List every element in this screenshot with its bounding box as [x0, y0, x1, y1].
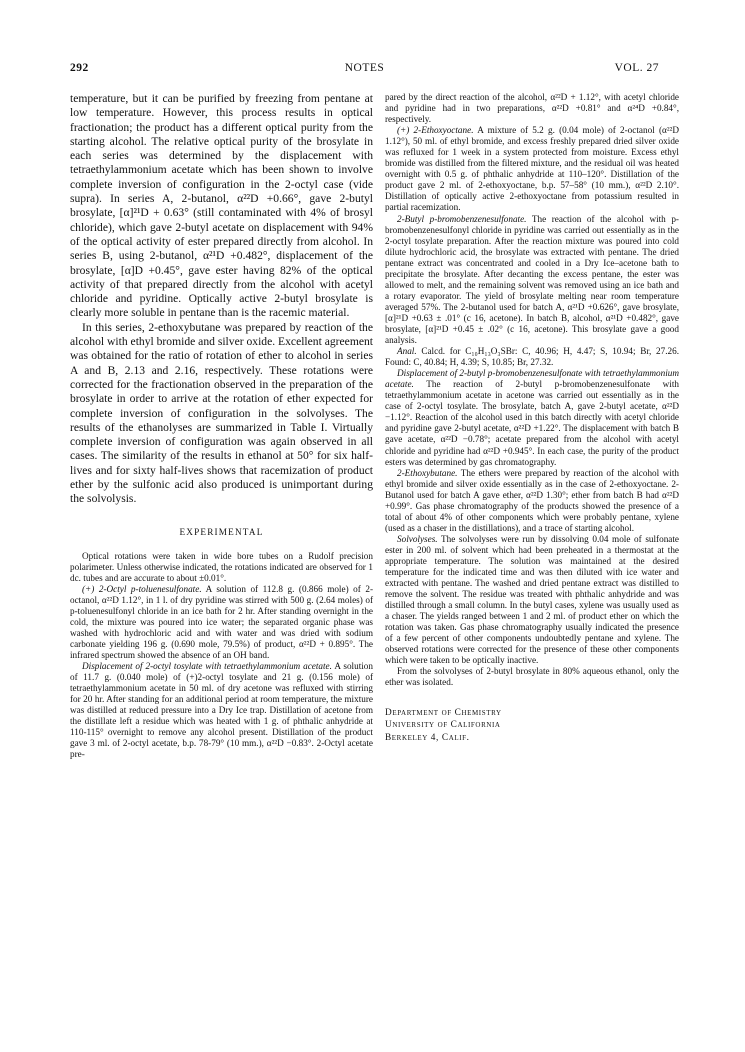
section-heading-experimental: EXPERIMENTAL: [179, 526, 264, 537]
experimental-paragraph: [385, 346, 679, 368]
experimental-paragraph: pared by the direct reaction of the alcohol, α²²D + 1.12°, with acetyl chloride and pyridine had in two preparations, α²²D +0.81° and α²⁴D +0.84°, respectively.: [385, 92, 679, 125]
paragraph-text: The reaction of 2-butyl p-bromobenzenesulfonate with tetraethylammonium acetate in acetone was carried out essentially as in the case of 2-octyl tosylate. The brosylate, batch A, gave 2-butyl acetate, α²²D −1.12°. Reaction of the alcohol used in this batch directly with acetyl chloride and pyridine gave 2-butyl acetate, α²²D +1.22°. The displacement with batch B gave acetate, α²²D −0.78°; acetate prepared from the alcohol with acetyl chloride and pyridine had α²²D +0.945°. In each case, the purity of the product esters was determined by gas chromatography.: [385, 379, 679, 467]
paragraph-text: The solvolyses were run by dissolving 0.04 mole of sulfonate ester in 200 ml. of solvent which had been preheated in a thermostat at the appropriate temperature. The solution was maintained at the desired temperature for the indicated time and was then diluted with ice water and extracted with pentane. The washed and dried pentane extract was distilled to remove the solvent. The residue was treated with phthalic anhydride and was distilled through a small column. In the butyl cases, xylene was usually used as a chaser. The yields ranged between 1 and 2 ml. of product ether on which the rotation was taken. Gas phase chromatography usually indicated the presence of a few percent of other components undoubtedly pentane and xylene. The observed rotations were corrected for the presence of these other components which were taken to be optically inactive.: [385, 533, 679, 666]
paragraph-title: 2-Ethoxybutane.: [397, 467, 458, 478]
experimental-paragraph: [385, 368, 679, 467]
running-head: NOTES: [344, 62, 385, 74]
paragraph-title: Displacement of 2-butyl p-bromobenzenesulfonate with tetraethylammonium acetate.: [385, 368, 679, 390]
paragraph-text: A mixture of 5.2 g. (0.04 mole) of 2-octanol (α²²D 1.12°), 50 ml. of ethyl bromide, and excess freshly prepared dried silver oxide was refluxed for 1 week in a system protected from moisture. Excess ethyl bromide was distilled from the filtered mixture, and the residual oil was heated overnight with 0.5 g. of phthalic anhydride at 110–120°. Distillation of the product gave 2 ml. of 2-ethoxyoctane, b.p. 57–58° (10 mm.), α²²D 2.10°. Distillation of optically active 2-ethoxyoctane from potassium resulted in partial racemization.: [385, 125, 679, 213]
experimental-paragraph: [385, 534, 679, 667]
paragraph-text: The reaction of the alcohol with p-bromobenzenesulfonyl chloride in pyridine was carried out essentially as in the 2-octyl tosylate preparation. After the reaction mixture was poured into cold dilute hydrochloric acid, the brosylate was extracted with pentane. The dried pentane extract was concentrated and cooled in a Dry Ice–acetone bath to precipitate the brosylate. After decanting the excess pentane, the ester was allowed to melt, and the remaining solvent was removed using an ice bath and a rotary evaporator. The yield of brosylate melting near room temperature averaged 57%. The 2-butanol used for batch A, α²¹D +0.626°, gave brosylate, [α]²¹D +0.63 ± .01° (c 16, acetone). In batch B, alcohol, α²¹D +0.482°, gave brosylate, [α]²¹D +0.45 ± .02° (c 16, acetone). This brosylate gave a good analysis.: [385, 213, 679, 346]
paragraph-text: A solution of 112.8 g. (0.866 mole) of 2-octanol, α²²D 1.12°, in 1 l. of dry pyridine was stirred with 500 g. (2.64 moles) of p-toluenesulfonyl chloride in an ice bath for 2 hr. After standing overnight in the cold, the mixture was poured into ice water; the separated organic phase was washed with hydrochloric acid and with water and was dried with sodium carbonate yielding 196 g. (0.690 mole, 79.5%) of product, α²²D + 0.895°. The infrared spectrum showed the absence of an OH band.: [70, 583, 374, 661]
page-number: 292: [70, 62, 89, 74]
experimental-paragraph: [385, 214, 679, 347]
paragraph-text: Calcd. for C₁₀H₁₃O₃SBr: C, 40.96; H, 4.47; S, 10.94; Br, 27.26. Found: C, 40.84; H, 4.39; S, 10.85; Br, 27.32.: [385, 346, 679, 368]
experimental-paragraph: Optical rotations were taken in wide bore tubes on a Rudolf precision polarimeter. Unless otherwise indicated, the rotations indicated are observed for 1 dc. tubes and are accurate to about ±0.01°.: [70, 550, 373, 583]
experimental-paragraph: From the solvolyses of 2-butyl brosylate in 80% aqueous ethanol, only the ether was isolated.: [385, 666, 679, 688]
experimental-paragraph: [70, 661, 373, 760]
volume-label: VOL. 27: [614, 62, 659, 74]
address-department: Department of Chemistry: [385, 707, 502, 718]
paragraph-text: The ethers were prepared by reaction of the alcohol with ethyl bromide and silver oxide essentially as in the case of 2-ethoxyoctane. 2-Butanol used for batch A gave ether, α²²D 1.30°; ether from batch B had α²²D +0.99°. Gas phase chromatography of the products showed the presence of a total of about 4% of other components which were probably pentane, xylene (used as a chaser in the distillations), and a trace of starting alcohol.: [385, 467, 679, 533]
right-column: [385, 92, 679, 744]
experimental-paragraph: [385, 125, 679, 213]
paragraph-title: Displacement of 2-octyl tosylate with tetraethylammonium acetate.: [82, 661, 332, 672]
body-paragraph: temperature, but it can be purified by freezing from pentane at low temperature. However, this process results in optical fractionation; the product has a different optical purity from the starting alcohol. The relative optical purity of the brosylate in each series was determined by the displacement with tetraethylammonium acetate which has been shown to involve complete inversion of configuration in the 2-octyl case (vide supra). In series A, 2-butanol, α²²D +0.66°, gave 2-butyl brosylate, [α]²¹D + 0.63° (still contaminated with 4% of brosyl chloride), which gave 2-butyl acetate on displacement with 94% of the optical activity of ester prepared directly from alcohol. In series B, using 2-butanol, α²¹D +0.482°, displacement of the brosylate, [α]D +0.45°, gave ester having 82% of the optical activity of that prepared directly from the alcohol with acetyl chloride and pyridine. Optically active 2-butyl brosylate is clearly more soluble in pentane than is the racemic material.: [70, 92, 373, 320]
paragraph-title: Solvolyses.: [397, 533, 438, 544]
address-university: University of California: [385, 720, 501, 731]
address-city: Berkeley 4, Calif.: [385, 732, 470, 743]
left-column: [70, 92, 373, 761]
paragraph-title: (+) 2-Octyl p-toluenesulfonate.: [82, 583, 202, 594]
paragraph-text: A solution of 11.7 g. (0.040 mole) of (+)2-octyl tosylate and 21 g. (0.156 mole) of tetraethylammonium acetate in 50 ml. of dry acetone was refluxed with stirring for 20 hr. After standing for an additional period at room temperature, the mixture was distilled at reduced pressure into a Dry Ice trap. Distillation of acetone from the distillate left a residue which was heated with 1 g. of phthalic anhydride at 110-115° overnight to remove any alcohol present. Distillation of the product gave 3 ml. of 2-octyl acetate, b.p. 78-79° (10 mm.), α²²D −0.83°. 2-Octyl acetate pre-: [70, 661, 373, 760]
page-header: [70, 62, 659, 78]
author-address: [385, 707, 679, 745]
paragraph-title: (+) 2-Ethoxyoctane.: [397, 125, 474, 136]
paragraph-title: Anal.: [397, 346, 417, 357]
paragraph-title: 2-Butyl p-bromobenzenesulfonate.: [397, 213, 527, 224]
experimental-paragraph: [70, 584, 373, 661]
body-paragraph: In this series, 2-ethoxybutane was prepared by reaction of the alcohol with ethyl bromide and silver oxide. Excellent agreement was obtained for the ratio of rotation of ether to alcohol in series A and B, 2.13 and 2.16, respectively. These rotations were corrected for the fractionation observed in the preparation of the brosylate in order to arrive at the rotation of ether expected for complete inversion of configuration in the solvolyses. The results of the ethanolyses are summarized in Table I. Virtually complete inversion of configuration was again observed in all cases. The similarity of the results in ethanol at 50° for six half-lives and for sixty half-lives shows that racemization of product ether by the sulfonic acid also produced is unimportant during the solvolysis.: [70, 320, 373, 506]
experimental-paragraph: [385, 468, 679, 534]
